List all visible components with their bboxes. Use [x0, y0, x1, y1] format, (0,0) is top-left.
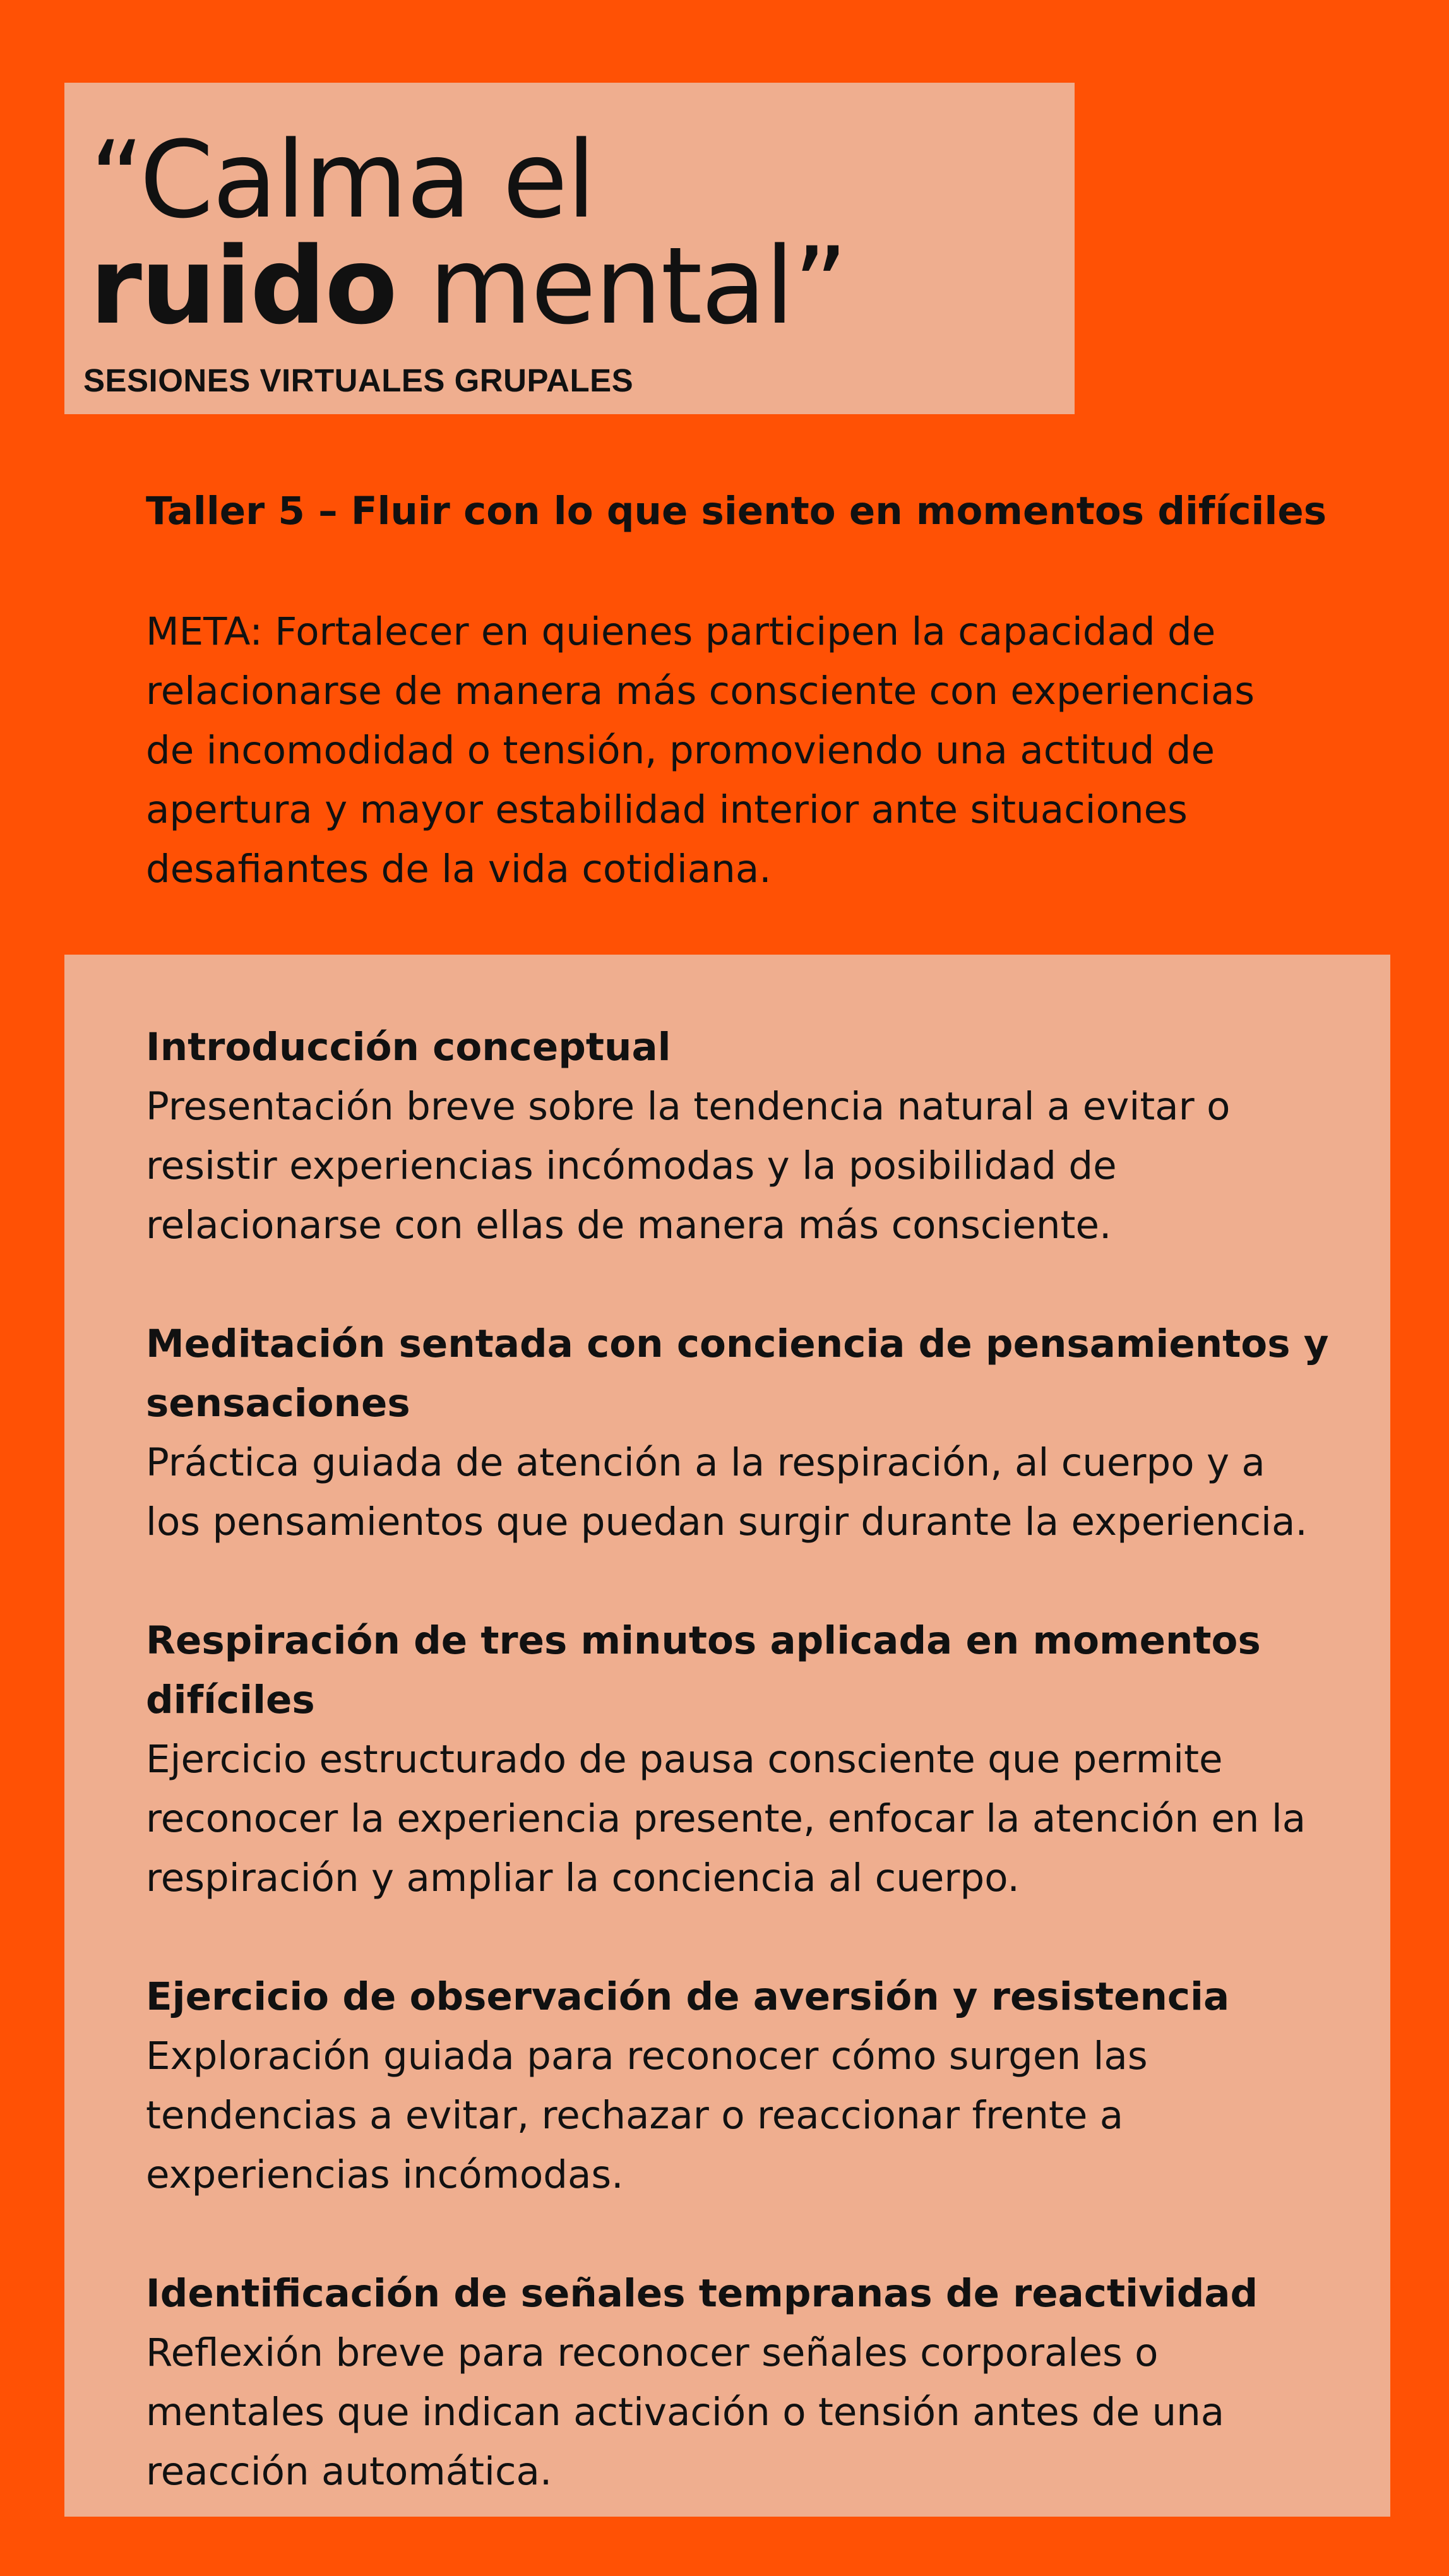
activity-description-line: Ejercicio estructurado de pausa consciente que permite — [146, 1737, 1223, 1782]
activity-heading-line: Respiración de tres minutos aplicada en momentos — [146, 1618, 1261, 1663]
activity-description — [146, 1433, 1345, 1552]
activity-heading-line: sensaciones — [146, 1381, 410, 1426]
activity-description — [146, 1730, 1345, 1908]
activity-item — [146, 1315, 1345, 1552]
activity-description — [146, 2323, 1345, 2501]
workshop-intro — [146, 474, 1345, 899]
activity-heading-line: difíciles — [146, 1678, 315, 1722]
goal-line: de incomodidad o tensión, promoviendo una actitud de — [146, 728, 1215, 773]
activity-heading-line: Identificación de señales tempranas de reactividad — [146, 2271, 1258, 2316]
activity-description-line: Exploración guiada para reconocer cómo surgen las — [146, 2034, 1148, 2078]
activity-heading-line: Introducción conceptual — [146, 1025, 671, 1070]
activity-description-line: mentales que indican activación o tensión antes de una — [146, 2390, 1225, 2435]
activity-description-line: experiencias incómodas. — [146, 2152, 624, 2197]
activity-description-line: resistir experiencias incómodas y la posibilidad de — [146, 1143, 1117, 1188]
title-panel — [64, 83, 1075, 414]
headline-text-2: mental” — [396, 224, 847, 348]
workshop-goal — [146, 602, 1295, 899]
activity-description-line: tendencias a evitar, rechazar o reaccionar frente a — [146, 2093, 1124, 2138]
activity-item — [146, 2264, 1345, 2501]
activity-description — [146, 1077, 1345, 1255]
goal-line: desafiantes de la vida cotidiana. — [146, 847, 772, 891]
activities-panel — [64, 955, 1390, 2517]
activity-description-line: Reflexión breve para reconocer señales corporales o — [146, 2330, 1159, 2375]
activities-list — [146, 1018, 1345, 2561]
activity-heading-line: Ejercicio de observación de aversión y resistencia — [146, 1974, 1230, 2019]
workshop-title: Taller 5 – Fluir con lo que siento en momentos difíciles — [146, 489, 1327, 534]
activity-description-line: respiración y ampliar la conciencia al cuerpo. — [146, 1856, 1020, 1900]
activity-heading — [146, 1611, 1345, 1730]
activity-heading-line: Meditación sentada con conciencia de pensamientos y — [146, 1321, 1329, 1366]
activity-description-line: Práctica guiada de atención a la respiración, al cuerpo y a — [146, 1440, 1265, 1485]
headline-text-1: “Calma el — [90, 118, 595, 242]
activity-description-line: relacionarse con ellas de manera más consciente. — [146, 1203, 1112, 1248]
goal-line: apertura y mayor estabilidad interior ante situaciones — [146, 787, 1188, 832]
activity-description-line: los pensamientos que puedan surgir durante la experiencia. — [146, 1500, 1308, 1544]
activity-heading — [146, 1967, 1345, 2027]
activity-heading — [146, 1018, 1345, 1077]
headline-line-1 — [90, 118, 595, 242]
activity-heading — [146, 2264, 1345, 2323]
activity-description-line: Presentación breve sobre la tendencia natural a evitar o — [146, 1084, 1231, 1129]
goal-line: META: Fortalecer en quienes participen la capacidad de — [146, 609, 1216, 654]
subtitle: SESIONES VIRTUALES GRUPALES — [83, 362, 634, 398]
activity-description-line: reacción automática. — [146, 2449, 552, 2494]
headline-line-2 — [90, 224, 847, 348]
activity-item — [146, 1611, 1345, 1908]
headline-emphasis: ruido — [90, 224, 397, 348]
activity-description — [146, 2027, 1345, 2205]
activity-description-line: reconocer la experiencia presente, enfocar la atención en la — [146, 1796, 1306, 1841]
activity-item — [146, 1018, 1345, 1255]
activity-heading — [146, 1315, 1345, 1433]
goal-line: relacionarse de manera más consciente con experiencias — [146, 669, 1255, 713]
activity-item — [146, 1967, 1345, 2205]
